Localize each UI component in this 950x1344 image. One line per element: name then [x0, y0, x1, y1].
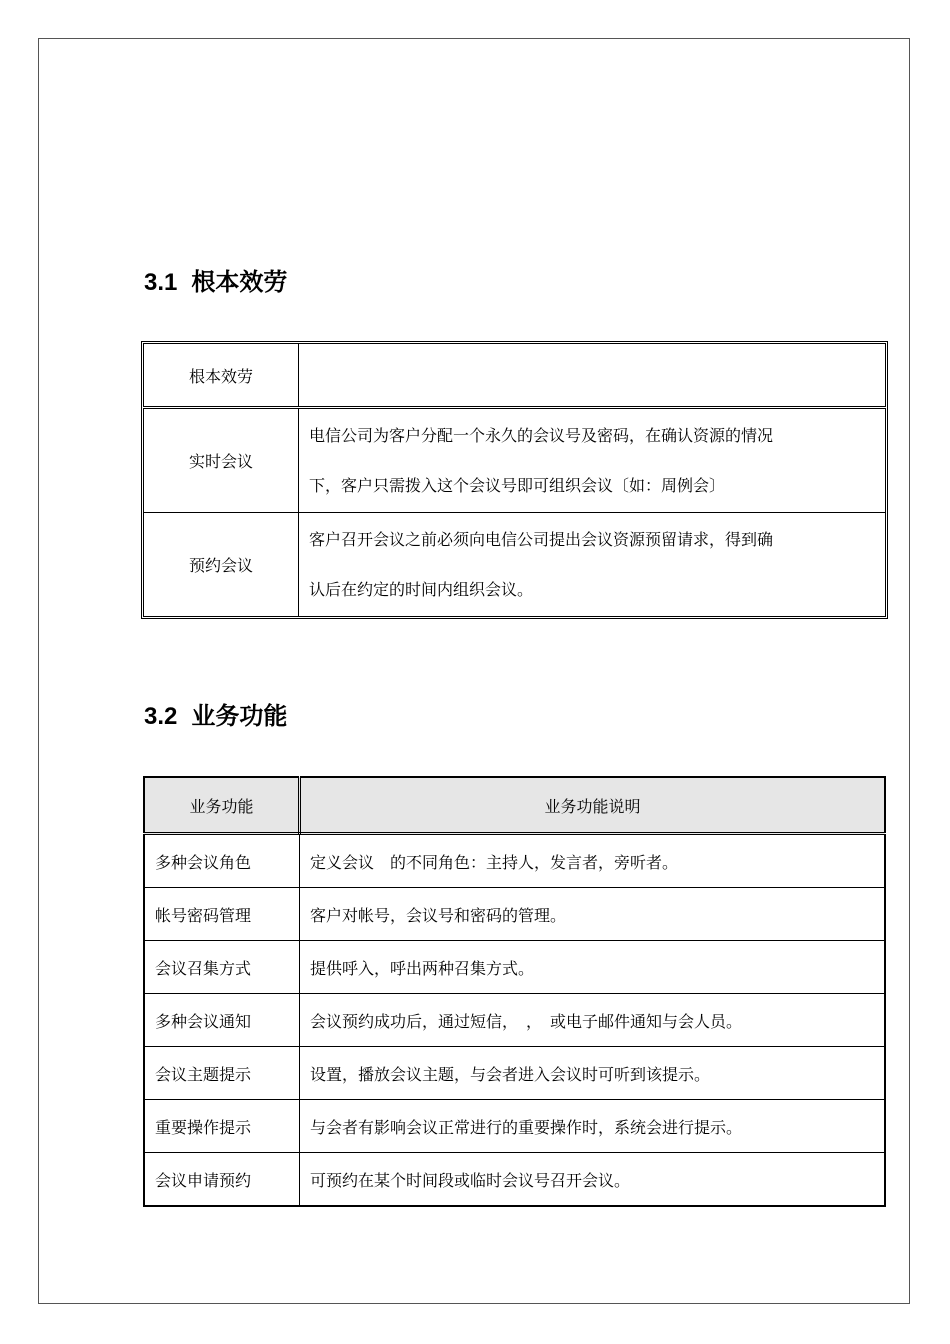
function-description: 与会者有影响会议正常进行的重要操作时，系统会进行提示。 — [300, 1100, 886, 1153]
basic-services-table — [143, 343, 886, 617]
section-1-title: 根本效劳 — [191, 269, 288, 296]
description-line: 客户召开会议之前必须向电信公司提出会议资源预留请求，得到确 — [309, 529, 774, 549]
service-description — [299, 408, 886, 513]
section-2-heading — [144, 696, 287, 731]
function-description: 会议预约成功后，通过短信， ， 或电子邮件通知与会人员。 — [300, 994, 886, 1047]
table-row — [144, 513, 886, 617]
section-1-number: 3.1 — [144, 269, 178, 296]
table-row — [144, 1100, 885, 1153]
table-row — [144, 1047, 885, 1100]
description-line: 下，客户只需拨入这个会议号即可组织会议〔如：周例会〕 — [309, 475, 726, 495]
function-name: 多种会议通知 — [144, 994, 300, 1047]
function-description: 设置，播放会议主题，与会者进入会议时可听到该提示。 — [300, 1047, 886, 1100]
service-label: 根本效劳 — [144, 344, 299, 408]
service-description — [299, 344, 886, 408]
service-description — [299, 513, 886, 617]
column-header-description: 业务功能说明 — [300, 777, 886, 834]
section-1-heading — [144, 262, 287, 297]
function-description: 可预约在某个时间段或临时会议号召开会议。 — [300, 1153, 886, 1207]
function-description: 客户对帐号，会议号和密码的管理。 — [300, 888, 886, 941]
service-label: 预约会议 — [144, 513, 299, 617]
table-row — [144, 344, 886, 408]
table-row — [144, 994, 885, 1047]
table-row — [144, 888, 885, 941]
table-row — [144, 408, 886, 513]
function-name: 多种会议角色 — [144, 834, 300, 888]
function-name: 帐号密码管理 — [144, 888, 300, 941]
function-name: 会议申请预约 — [144, 1153, 300, 1207]
table-row — [144, 834, 885, 888]
function-description: 提供呼入，呼出两种召集方式。 — [300, 941, 886, 994]
business-functions-table — [143, 776, 886, 1207]
table-row — [144, 1153, 885, 1207]
table-header-row — [144, 777, 885, 834]
section-2-title: 业务功能 — [191, 703, 288, 730]
service-label: 实时会议 — [144, 408, 299, 513]
description-line: 电信公司为客户分配一个永久的会议号及密码，在确认资源的情况 — [309, 425, 774, 445]
function-name: 会议召集方式 — [144, 941, 300, 994]
function-name: 会议主题提示 — [144, 1047, 300, 1100]
function-description: 定义会议 的不同角色：主持人，发言者，旁听者。 — [300, 834, 886, 888]
function-name: 重要操作提示 — [144, 1100, 300, 1153]
section-2-number: 3.2 — [144, 703, 178, 730]
description-line: 认后在约定的时间内组织会议。 — [309, 579, 534, 599]
column-header-function: 业务功能 — [144, 777, 300, 834]
table-row — [144, 941, 885, 994]
